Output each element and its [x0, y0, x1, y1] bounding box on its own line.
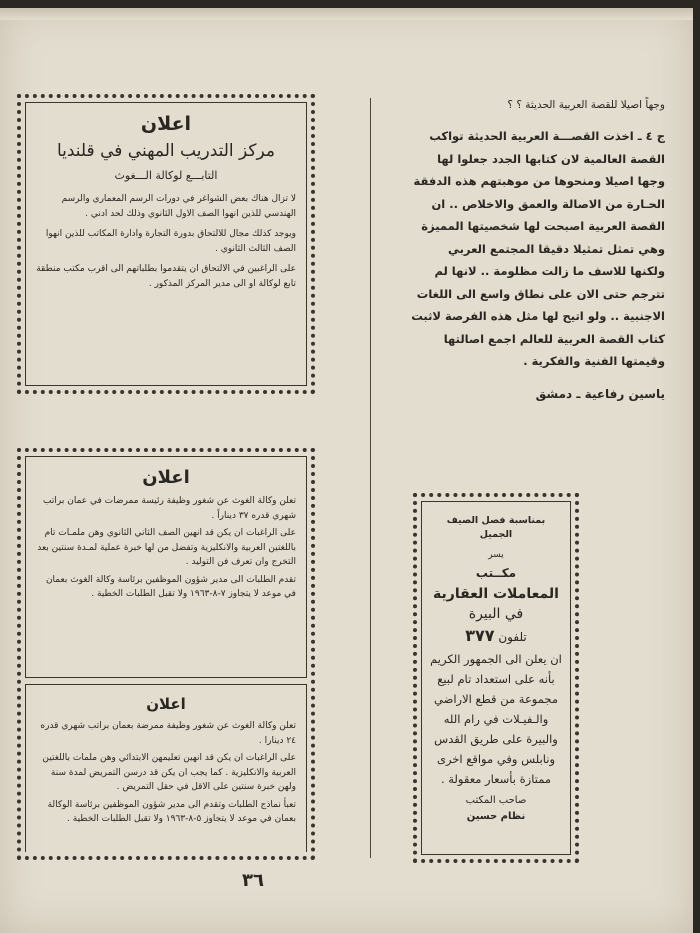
training-center-ad: [17, 94, 315, 394]
head-nurse-ad: [25, 456, 307, 678]
article-column: [410, 98, 665, 401]
ad-office-label: مكــتب: [475, 566, 517, 580]
ad-heading: اعلان: [142, 467, 190, 488]
owner-name: نظام حسين: [466, 811, 526, 822]
nursing-ads-box: [17, 448, 315, 860]
ad-paragraph: تقدم الطلبات الى مدير شؤون الموظفين برئاسة وكالة الغوث بعمان في موعد لا يتجاوز ٧-٨-١٩٦٣ ولا تقبل الطلبات الخطية .: [45, 574, 296, 599]
ad-paragraph: على الراغبات ان يكن قد انهين تعليمهن الابتدائي وهن ملمات باللغتين العربية والانكليزية . كما يجب ان يكن قد درسن التمريض لمدة سنة ولهن خبرة سنتين على الاقل في حقل التمريض .: [42, 753, 296, 792]
ad-paragraph: على الراغبين في الالتحاق ان يتقدموا بطلباتهم الى اقرب مكتب منطقة تابع لوكالة او الى مدير المركز المذكور .: [36, 264, 296, 289]
ad-intro: يسر: [488, 550, 504, 560]
article-body: ج ٤ ـ اخذت القصـــة العربية الحديثة تواكب القصة العالمية لان كتابها الجدد جعلوا لها وجها اصيلا ومنحوها من موهبتهم هذه الدفقة الحـارة من الاصالة والعمق والاخلاص .. ان القصة العربية اصبحت لها شخصيتها المميزة وهي تمثل تمثيلا دقيقا المجتمع العربي ولكنها للاسف ما زالت مظلومة .. لانها لم تترجم حتى الان على نطاق واسع الى اللغات الاجنبية .. ولو اتيح لها مثل هذه الفرصة لاثبت كتاب القصة العربية للعالم اجمع اصالتها وقيمتها الفنية والفكرية .: [411, 129, 665, 368]
ad-paragraph: تعبأ نماذج الطلبات وتقدم الى مدير شؤون الموظفين برئاسة الوكالة بعمان في موعد لا يتجاوز ٥-٨-١٩٦٣ ولا تقبل الطلبات الخطية .: [47, 799, 296, 824]
magazine-page: [0, 8, 693, 933]
ad-phone: [430, 626, 562, 645]
page-number: ٣٦: [242, 870, 264, 891]
article-signature: ياسين رفاعية ـ دمشق: [535, 386, 665, 401]
ad-subtitle: التابـــع لوكالة الـــغوث: [114, 169, 218, 182]
ad-occasion: بمناسبة فصل الصيف الجميل: [446, 515, 546, 540]
nurse-ad: [25, 684, 307, 852]
article-lead: وجهاً اصيلا للقصة العربية الحديثة ؟ ؟: [507, 99, 665, 111]
ad-paragraph: لا تزال هناك بعض الشواغر في دورات الرسم المعماري والرسم الهندسي للذين انهوا الصف الاول الثانوي وذلك لحد ادني .: [61, 194, 296, 219]
ad-title: مركز التدريب المهني في قلنديا: [56, 141, 276, 161]
ad-location: في البيرة: [468, 606, 524, 622]
phone-number: ٣٧٧: [465, 626, 495, 645]
ad-paragraph: ويوجد كذلك مجال للالتحاق بدورة التجارة وادارة المكاتب للذين انهوا الصف الثالث الثانوي .: [45, 229, 296, 254]
column-divider: [370, 98, 371, 858]
real-estate-ad: [413, 493, 579, 863]
ad-paragraph: تعلن وكالة الغوث عن شغور وظيفة ممرضة بعمان براتب شهري قدره ٢٤ دينارا .: [40, 721, 296, 746]
ad-heading: اعلان: [140, 113, 192, 135]
ad-owner: [430, 793, 562, 825]
ad-paragraph: على الراغبات ان يكن قد انهين الصف الثاني الثانوي وهن ملمـات تام باللغتين العربية والانكليزية وتفضل من لها خبرة عملية لمـدة سنتين بعد التخرج وان تعرف فن التوليد .: [37, 528, 296, 567]
phone-label: تلفون: [498, 630, 527, 644]
ad-office-name: المعاملات العقارية: [433, 586, 559, 602]
owner-label: صاحب المكتب: [465, 795, 527, 806]
ad-paragraph: تعلن وكالة الغوث عن شغور وظيفة رئيسة ممرضات في عمان براتب شهري قدره ٣٧ ديناراً .: [43, 496, 296, 521]
ad-heading: اعلان: [146, 695, 186, 713]
ad-description: ان يعلن الى الجمهور الكريم بأنه على استعداد تام لبيع مجموعة من قطع الاراضي والـفيـلات في رام الله والبيرة على طريق القدس ونابلس وفي مواقع اخرى ممتازة بأسعار معقولة .: [430, 652, 562, 786]
